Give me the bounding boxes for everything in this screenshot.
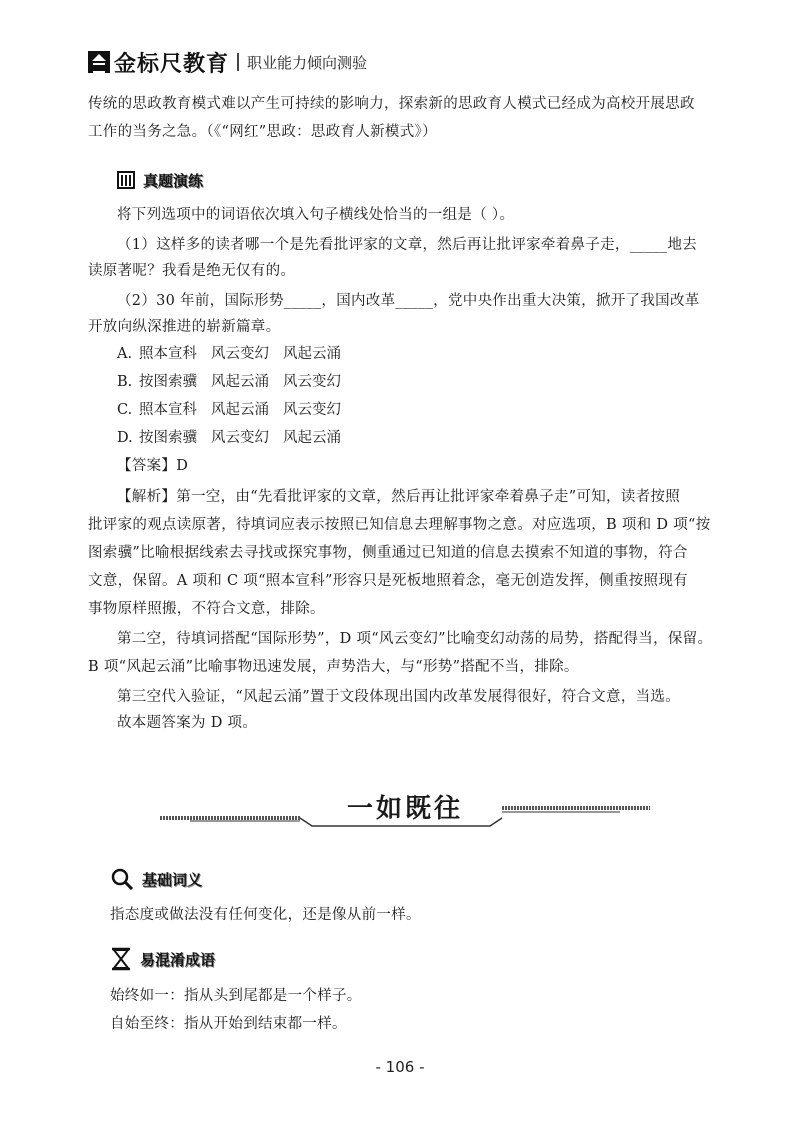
analysis-line: 图索骥”比喻根据线索去寻找或探究事物，侧重通过已知道的信息去摸索不知道的事物，符合 [88, 545, 688, 561]
option-word: 按图索骥 [139, 430, 197, 446]
option-c [117, 398, 355, 422]
option-letter: D. [117, 430, 133, 446]
header-subtitle: 职业能力倾向测验 [247, 53, 368, 72]
option-d [117, 426, 355, 450]
question-item1-line1: （1）这样多的读者哪一个是先看批评家的文章，然后再让批评家牵着鼻子走，_____地去 [117, 237, 698, 253]
analysis-line: 批评家的观点读原著，待填词应表示按照已知信息去理解事物之意。对应选项，B 项和 D 项“按 [88, 517, 711, 533]
analysis-line: 【解析】第一空，由“先看批评家的文章，然后再让批评家牵着鼻子走”可知，读者按照 [117, 489, 681, 505]
analysis-line: 事物原样照搬，不符合文意，排除。 [88, 601, 325, 617]
question-item2-line1: （2）30 年前，国际形势_____，国内改革_____，党中央作出重大决策，掀开了我国改革 [117, 293, 700, 309]
second-blank-line: B 项“风起云涌”比喻事物迅速发展，声势浩大，与“形势”搭配不当，排除。 [88, 659, 579, 675]
section-basic-heading [110, 866, 202, 892]
question-item2-line2: 开放向纵深推进的崭新篇章。 [88, 319, 281, 335]
equalizer-icon [117, 171, 135, 189]
option-word: 风起云涌 [283, 346, 341, 362]
option-word: 照本宣科 [139, 402, 197, 418]
option-a [117, 342, 355, 366]
option-letter: B. [117, 374, 133, 390]
second-blank-line: 第二空，待填词搭配“国际形势”，D 项“风云变幻”比喻变幻动荡的局势，搭配得当，保留。 [117, 631, 713, 647]
intro-line-1: 传统的思政教育模式难以产生可持续的影响力，探索新的思政育人模式已经成为高校开展思政 [88, 96, 695, 112]
section-basic-title: 基础词义 [142, 870, 203, 889]
option-word: 按图索骥 [139, 374, 197, 390]
option-letter: A. [117, 346, 133, 362]
analysis-line: 文意，保留。A 项和 C 项“照本宣科”形容只是死板地照着念，毫无创造发挥，侧重按照现有 [88, 573, 688, 589]
option-b [117, 370, 355, 394]
option-word: 照本宣科 [139, 346, 197, 362]
option-word: 风起云涌 [211, 374, 269, 390]
question-stem: 将下列选项中的词语依次填入句子横线处恰当的一组是（ ）。 [117, 207, 515, 223]
magnifier-icon [110, 867, 134, 891]
section-confuse-title: 易混淆成语 [140, 950, 216, 969]
page-header [88, 47, 367, 77]
third-blank-line: 第三空代入验证，“风起云涌”置于文段体现出国内改革发展得很好，符合文意，当选。 [117, 689, 681, 705]
idiom-banner [160, 780, 650, 830]
section-practice-heading [117, 167, 203, 193]
conclusion-line: 故本题答案为 D 项。 [117, 715, 258, 731]
answer-label: 【答案】D [117, 458, 189, 474]
section-practice-title: 真题演练 [143, 171, 204, 190]
basic-meaning-text: 指态度或做法没有任何变化，还是像从前一样。 [110, 907, 421, 923]
section-confuse-heading [110, 946, 215, 972]
question-item1-line2: 读原著呢？我看是绝无仅有的。 [88, 263, 296, 279]
option-word: 风云变幻 [211, 346, 269, 362]
option-word: 风云变幻 [283, 402, 341, 418]
option-word: 风起云涌 [283, 430, 341, 446]
confuse-idiom-2: 自始至终：指从开始到结束都一样。 [110, 1016, 347, 1032]
option-word: 风云变幻 [283, 374, 341, 390]
brand-logo-icon [88, 51, 110, 73]
brand-name: 金标尺教育 [114, 51, 230, 77]
intro-line-2: 工作的当务之急。（《“网红”思政：思政育人新模式》） [88, 124, 437, 140]
header-divider [237, 53, 239, 71]
option-word: 风云变幻 [211, 430, 269, 446]
page-number: - 106 - [375, 1058, 425, 1076]
confuse-idiom-1: 始终如一：指从头到尾都是一个样子。 [110, 988, 362, 1004]
idiom-title: 一如既往 [346, 794, 463, 824]
option-word: 风起云涌 [211, 402, 269, 418]
option-letter: C. [117, 402, 133, 418]
hourglass-icon [110, 947, 132, 971]
